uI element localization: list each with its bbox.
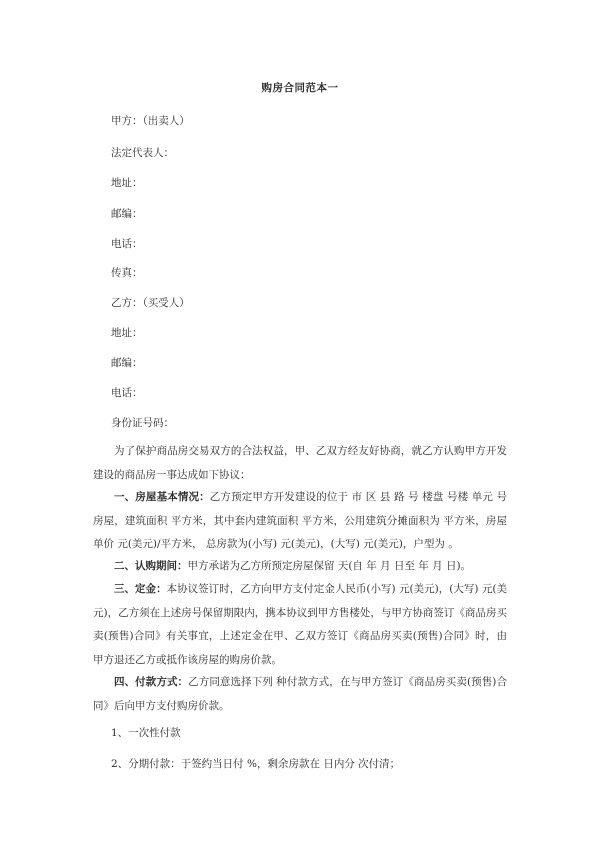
clause-house-info — [93, 486, 507, 557]
clause-deposit-heading: 三、定金： — [114, 583, 167, 595]
payment-option-installment: 2、分期付款：于签约当日付 %，剩余房款在 日内分 次付清； — [111, 758, 401, 770]
clause-subscription-period — [93, 555, 507, 579]
party-a-phone: 电话： — [111, 238, 143, 250]
party-b-address: 地址： — [111, 327, 143, 339]
clause-subscription-period-heading: 二、认购期间： — [114, 560, 188, 572]
clause-payment-method-body: 乙方同意选择下列 种付款方式，在与甲方签订《商品房买卖(预售)合同》后向甲方支付购房价款。 — [93, 676, 507, 712]
party-a-fax: 传真： — [111, 267, 143, 279]
payment-option-lump-sum: 1、一次性付款 — [111, 727, 181, 739]
clause-payment-method-heading: 四、付款方式： — [114, 676, 189, 688]
party-b-id-number: 身份证号码： — [111, 417, 174, 429]
document-title: 购房合同范本一 — [261, 82, 339, 94]
party-a-label: 甲方：（出卖人） — [111, 115, 190, 127]
party-a-representative: 法定代表人： — [111, 147, 174, 159]
party-b-postcode: 邮编： — [111, 357, 143, 369]
clause-house-info-body: 乙方预定甲方开发建设的位于 市 区 县 路 号 楼盘 号楼 单元 号房屋，建筑面积 平方米，其中套内建筑面积 平方米，公用建筑分摊面积为 平方米，房屋单价 元(美元)/平方米， 总房款为(小写) 元(美元)，(大写) 元(美元)，户型为 。 — [93, 491, 507, 550]
clause-deposit — [93, 578, 507, 672]
party-b-phone: 电话： — [111, 387, 143, 399]
intro-paragraph: 为了保护商品房交易双方的合法权益，甲、乙双方经友好协商，就乙方认购甲方开发建设的商品房一事达成如下协议： — [93, 445, 507, 481]
party-a-address: 地址： — [111, 177, 143, 189]
clause-payment-method — [93, 671, 507, 718]
clause-subscription-period-body: 甲方承诺为乙方所预定房屋保留 天(自 年 月 日至 年 月 日)。 — [187, 560, 472, 572]
party-a-postcode: 邮编： — [111, 208, 143, 220]
party-b-label: 乙方：（买受人） — [111, 297, 190, 309]
clause-deposit-body: 本协议签订时，乙方向甲方支付定金人民币(小写) 元(美元)，(大写) 元(美元)，乙方须在上述房号保留期限内，携本协议到甲方售楼处，与甲方协商签订《商品房买卖(预售)合同》有关事宜，上述定金在甲、乙双方签订《商品房买卖(预售)合同》时，由甲方退还乙方或抵作该房屋的购房价款。 — [93, 583, 508, 666]
clause-house-info-heading: 一、房屋基本情况： — [114, 491, 210, 503]
